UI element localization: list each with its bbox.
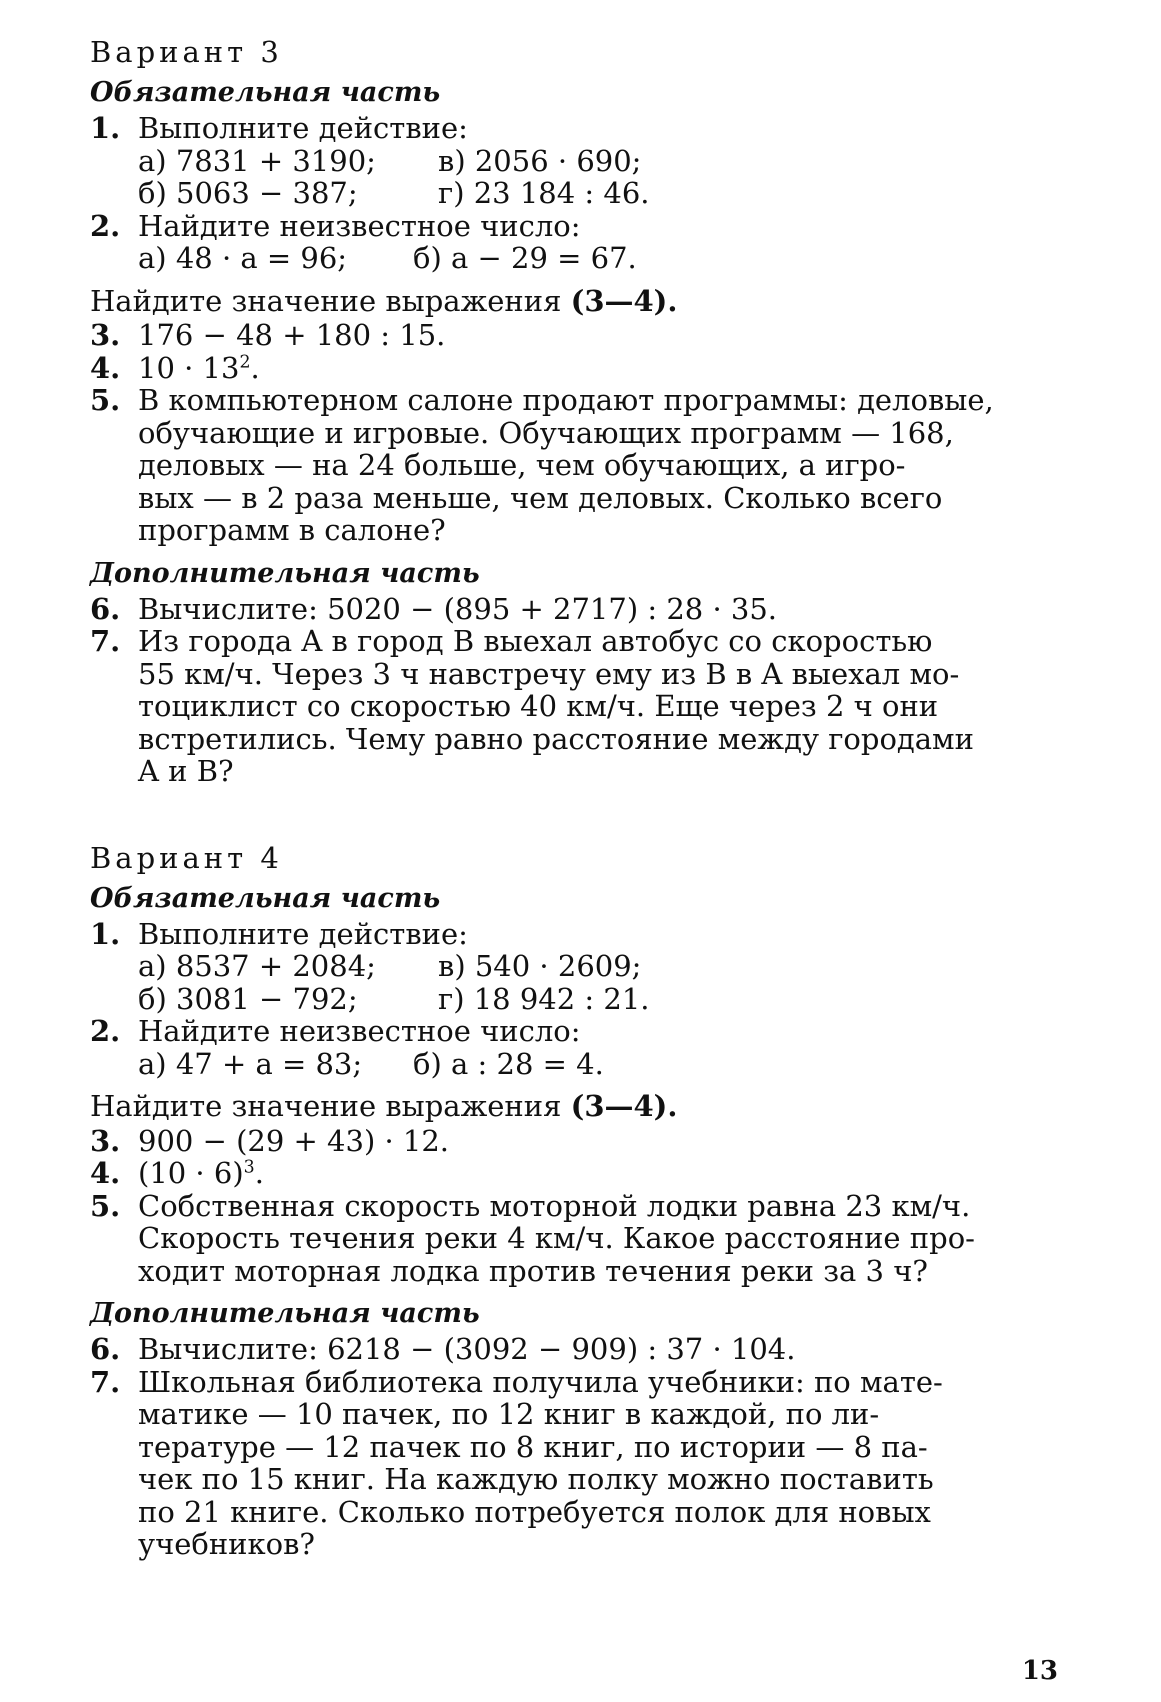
instruction-text: Найдите значение выражения	[90, 1089, 562, 1123]
task-text-tail: .	[254, 1156, 264, 1190]
task-line: матике — 10 пачек, по 12 книг в каждой, по ли-	[138, 1397, 880, 1431]
mandatory-section-title: Обязательная часть	[90, 77, 441, 108]
variant-title: Вариант 4	[90, 840, 283, 875]
task-1	[90, 918, 1065, 1016]
task-7	[90, 625, 1065, 788]
subtask-b: б) 3081 − 792;	[138, 981, 358, 1016]
task-7	[90, 1366, 1065, 1561]
subtask-v: в) 540 · 2609;	[438, 949, 642, 983]
task-number: 4.	[90, 350, 121, 385]
variant-3	[90, 34, 1065, 788]
variant-title: Вариант 3	[90, 35, 283, 69]
task-line: чек по 15 книг. На каждую полку можно поставить	[138, 1462, 934, 1496]
task-6	[90, 593, 1065, 626]
task-line: A и B?	[138, 754, 234, 788]
instruction-range: (3—4).	[570, 1089, 678, 1123]
task-number: 6.	[90, 1332, 121, 1366]
task-line: встретились. Чему равно расстояние между городами	[138, 721, 974, 756]
exponent: 2	[239, 351, 251, 372]
task-line: Скорость течения реки 4 км/ч. Какое расстояние про-	[138, 1221, 975, 1255]
subtask-b: б) a − 29 = 67.	[413, 241, 637, 275]
task-line: обучающие и игровые. Обучающих программ — 168,	[138, 415, 954, 450]
task-4	[90, 352, 1065, 385]
task-line: деловых — на 24 больше, чем обучающих, а игро-	[138, 448, 906, 482]
task-text: Выполните действие:	[138, 916, 468, 951]
task-line: В компьютерном салоне продают программы: деловые,	[138, 383, 994, 417]
subtask-b: б) a : 28 = 4.	[413, 1046, 604, 1081]
task-text: Найдите неизвестное число:	[138, 1014, 581, 1048]
instruction	[90, 1090, 1065, 1123]
subtask-a: а) 7831 + 3190;	[138, 143, 376, 178]
task-line: Из города A в город B выехал автобус со скоростью	[138, 624, 933, 658]
task-6	[90, 1333, 1065, 1366]
subtask-a: а) 8537 + 2084;	[138, 949, 376, 983]
task-3	[90, 1125, 1065, 1158]
task-text: (10 · 6)	[138, 1156, 244, 1190]
task-3	[90, 319, 1065, 352]
variant-4	[90, 840, 1065, 1561]
task-5	[90, 1190, 1065, 1288]
exponent: 3	[243, 1157, 255, 1178]
task-number: 7.	[90, 1364, 121, 1399]
task-text-tail: .	[250, 350, 260, 385]
instruction-text: Найдите значение выражения	[90, 283, 562, 318]
page-content	[90, 34, 1065, 1561]
task-number: 5.	[90, 1188, 121, 1223]
task-line: 55 км/ч. Через 3 ч навстречу ему из B в A выехал мо-	[138, 656, 960, 691]
additional-section-title: Дополнительная часть	[90, 1298, 480, 1329]
task-line: вых — в 2 раза меньше, чем деловых. Сколько всего	[138, 480, 943, 515]
subtask-v: в) 2056 · 690;	[438, 143, 642, 178]
task-line: ходит моторная лодка против течения реки за 3 ч?	[138, 1253, 928, 1288]
task-2	[90, 1015, 1065, 1080]
task-text: 900 − (29 + 43) · 12.	[138, 1123, 450, 1158]
task-number: 1.	[90, 111, 121, 145]
task-number: 5.	[90, 383, 121, 417]
subtask-a: а) 48 · a = 96;	[138, 241, 348, 275]
task-number: 2.	[90, 1014, 121, 1048]
additional-section-title: Дополнительная часть	[90, 557, 480, 589]
instruction-range: (3—4).	[570, 283, 678, 318]
subtask-g: г) 18 942 : 21.	[438, 981, 650, 1016]
task-text: 10 · 13	[138, 350, 240, 385]
task-text: Вычислите: 5020 − (895 + 2717) : 28 · 35.	[138, 591, 778, 626]
task-text: Найдите неизвестное число:	[138, 208, 581, 243]
task-number: 7.	[90, 624, 121, 658]
task-text: Выполните действие:	[138, 111, 468, 145]
task-line: учебников?	[138, 1527, 315, 1561]
task-line: по 21 книге. Сколько потребуется полок для новых	[138, 1494, 931, 1529]
subtask-a: а) 47 + a = 83;	[138, 1046, 363, 1081]
task-line: тературе — 12 пачек по 8 книг, по истории — 8 па-	[138, 1429, 928, 1464]
task-2	[90, 210, 1065, 275]
task-number: 4.	[90, 1156, 121, 1190]
task-text: 176 − 48 + 180 : 15.	[138, 318, 446, 352]
instruction	[90, 285, 1065, 318]
task-4	[90, 1157, 1065, 1190]
task-line: Школьная библиотека получила учебники: по мате-	[138, 1364, 943, 1399]
task-line: Собственная скорость моторной лодки равна 23 км/ч.	[138, 1188, 971, 1223]
task-number: 3.	[90, 1123, 121, 1158]
task-number: 6.	[90, 591, 121, 626]
task-number: 1.	[90, 916, 121, 951]
subtask-b: б) 5063 − 387;	[138, 176, 358, 210]
task-text: Вычислите: 6218 − (3092 − 909) : 37 · 104.	[138, 1332, 796, 1366]
task-number: 3.	[90, 318, 121, 352]
page-number: 13	[1021, 1656, 1058, 1686]
task-5	[90, 384, 1065, 547]
task-1	[90, 112, 1065, 210]
task-line: тоциклист со скоростью 40 км/ч. Еще через 2 ч они	[138, 689, 939, 723]
mandatory-section-title: Обязательная часть	[90, 882, 441, 914]
task-line: программ в салоне?	[138, 513, 446, 547]
task-number: 2.	[90, 208, 121, 243]
subtask-g: г) 23 184 : 46.	[438, 176, 650, 210]
